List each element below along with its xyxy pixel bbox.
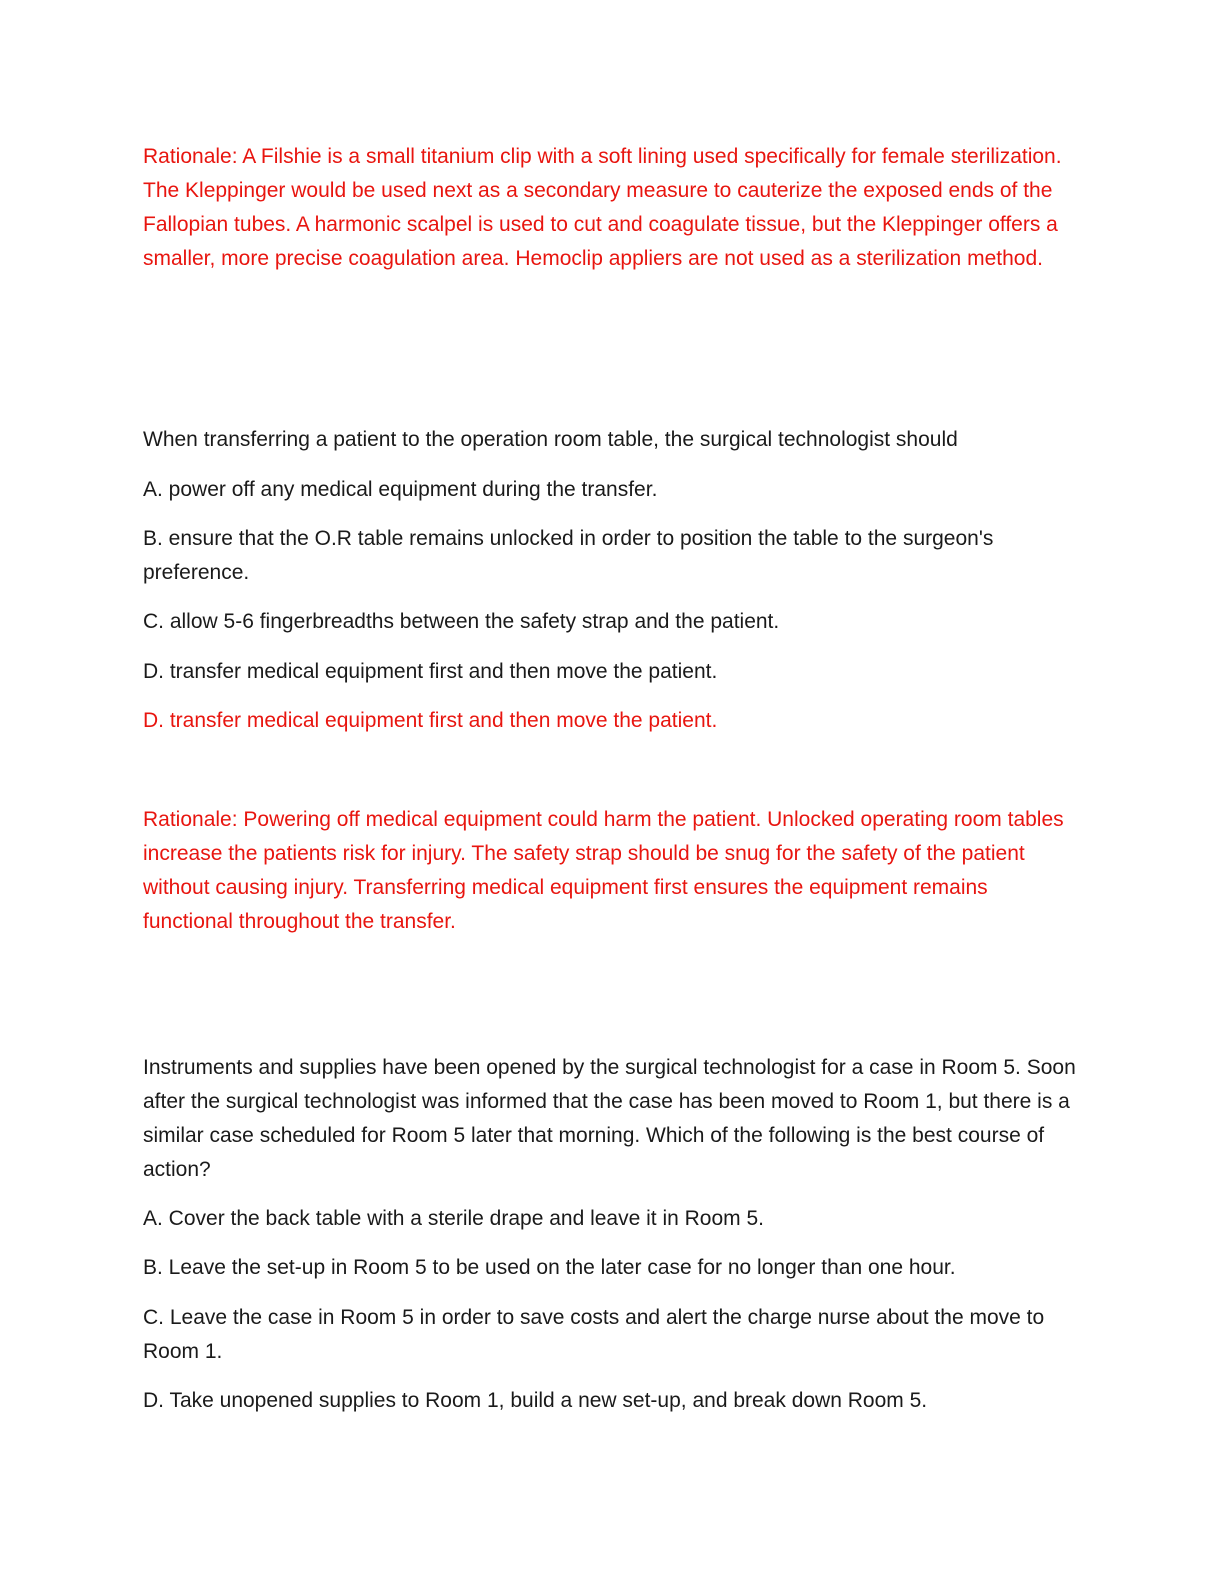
question-3-option-b: B. Leave the set-up in Room 5 to be used on the later case for no longer than one hour. <box>143 1256 956 1279</box>
question-2-option-d: D. transfer medical equipment first and then move the patient. <box>143 660 718 683</box>
question-2-option-c: C. allow 5-6 fingerbreadths between the safety strap and the patient. <box>143 610 780 633</box>
question-3-option-d: D. Take unopened supplies to Room 1, build a new set-up, and break down Room 5. <box>143 1389 928 1412</box>
rationale-paragraph-2: Rationale: Powering off medical equipment could harm the patient. Unlocked operating room tables increase the patients risk for injury. The safety strap should be snug for the safety of the patient without causing injury. Transferring medical equipment first ensures the equipment remains functional throughout the transfer. <box>143 808 1064 933</box>
question-2-option-a: A. power off any medical equipment during the transfer. <box>143 478 658 501</box>
question-3-option-a: A. Cover the back table with a sterile drape and leave it in Room 5. <box>143 1207 764 1230</box>
question-2-option-b: B. ensure that the O.R table remains unlocked in order to position the table to the surgeon's preference. <box>143 527 994 584</box>
question-2-answer: D. transfer medical equipment first and then move the patient. <box>143 709 718 732</box>
question-2-stem: When transferring a patient to the operation room table, the surgical technologist should <box>143 428 958 451</box>
question-3-option-c: C. Leave the case in Room 5 in order to save costs and alert the charge nurse about the move to Room 1. <box>143 1306 1045 1363</box>
question-3-stem: Instruments and supplies have been opened by the surgical technologist for a case in Room 5. Soon after the surgical technologist was informed that the case has been moved to Room 1, but there is a similar case scheduled for Room 5 later that morning. Which of the following is the best course of action? <box>143 1056 1076 1181</box>
rationale-paragraph-1: Rationale: A Filshie is a small titanium clip with a soft lining used specifically for female sterilization. The Kleppinger would be used next as a secondary measure to cauterize the exposed ends of the Fallopian tubes. A harmonic scalpel is used to cut and coagulate tissue, but the Kleppinger offers a smaller, more precise coagulation area. Hemoclip appliers are not used as a sterilization method. <box>143 145 1062 270</box>
